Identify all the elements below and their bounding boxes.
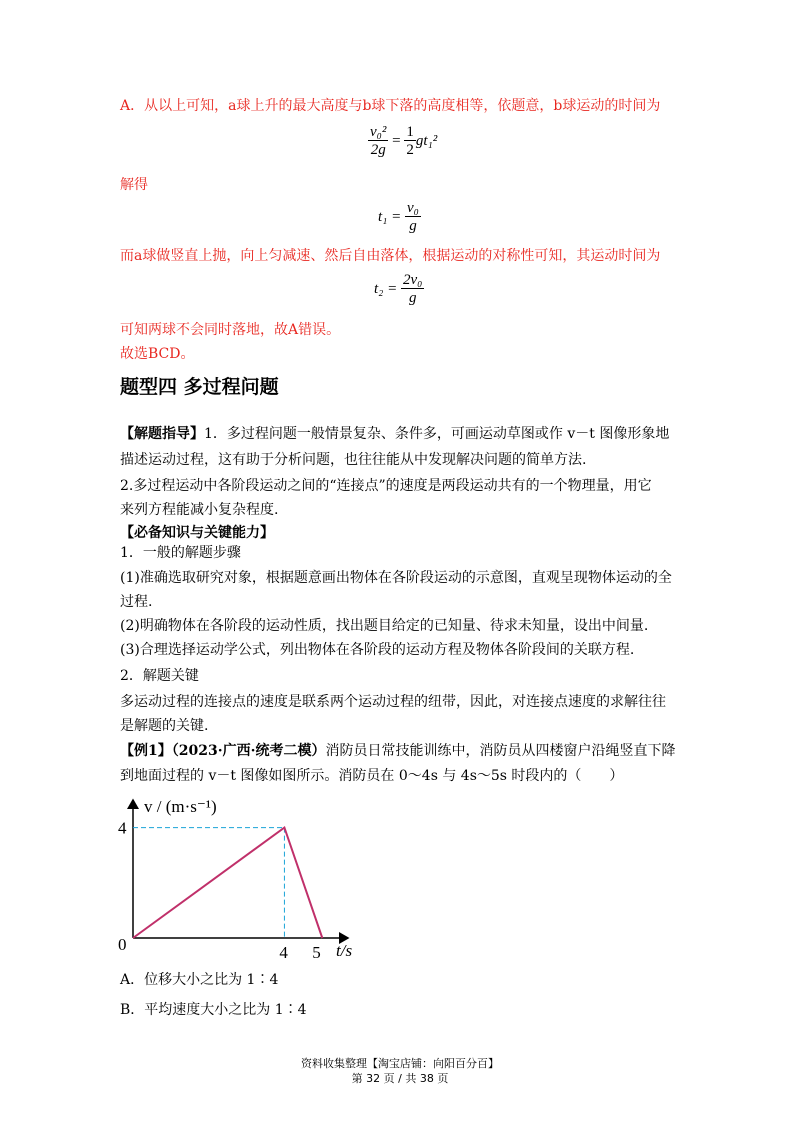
- example-source: （2023·广西·统考二模）: [171, 743, 326, 759]
- example-label: 【例1】: [120, 743, 172, 759]
- knowledge-item-2a: 多运动过程的连接点的速度是联系两个运动过程的纽带，因此，对连接点速度的求解往往: [120, 694, 666, 710]
- knowledge-item-2b: 是解题的关键.: [120, 718, 209, 734]
- equation-2: [378, 200, 421, 235]
- y-tick-label-4: 4: [118, 818, 127, 838]
- eq1-equals: =: [392, 132, 401, 149]
- eq3-left: t₂ =: [374, 280, 398, 297]
- knowledge-item-1-1a: (1)准确选取研究对象，根据题意画出物体在各阶段运动的示意图，直观呈现物体运动的全: [120, 570, 672, 586]
- eq2-num: v₀: [407, 200, 419, 216]
- guide-label: 【解题指导】: [120, 426, 204, 442]
- eq2-den: g: [409, 218, 417, 234]
- knowledge-item-1: 1．一般的解题步骤: [120, 545, 241, 561]
- equation-3: [374, 272, 424, 307]
- x-tick-label-4: 4: [279, 943, 288, 962]
- knowledge-item-1-3: (3)合理选择运动学公式，列出物体在各阶段的运动方程及物体各阶段间的关联方程.: [120, 642, 635, 658]
- page-number: 第 32 页 / 共 38 页: [351, 1072, 449, 1085]
- eq1-left-num: v₀²: [370, 124, 387, 140]
- guide-line-2b: 来列方程能减小复杂程度.: [120, 502, 279, 518]
- x-axis-label: t/s: [336, 941, 353, 960]
- option-b[interactable]: B．平均速度大小之比为 1∶4: [120, 1002, 307, 1018]
- solve-label: 解得: [120, 177, 148, 193]
- velocity-series-line: [133, 828, 322, 938]
- guide-1a-text: 1．多过程问题一般情景复杂、条件多，可画运动草图或作 v－t 图像形象地: [204, 426, 670, 442]
- eq3-den: g: [408, 290, 417, 306]
- eq2-left: t₁ =: [378, 208, 402, 225]
- eq3-num: 2v₀: [403, 272, 423, 288]
- vt-chart: [110, 790, 370, 970]
- guide-line-2a: 2.多过程运动中各阶段运动之间的“连接点”的速度是两段运动共有的一个物理量，用它: [120, 478, 652, 494]
- solution-line-d: 故选BCD。: [120, 346, 195, 362]
- eq1-coef-num: 1: [406, 124, 414, 140]
- knowledge-item-2: 2．解题关键: [120, 668, 199, 684]
- footer-source: 资料收集整理【淘宝店铺：向阳百分百】: [301, 1057, 499, 1070]
- example-line-a: [120, 741, 675, 761]
- equation-1: [368, 124, 437, 159]
- knowledge-label: 【必备知识与关键能力】: [120, 525, 274, 541]
- option-a[interactable]: A．位移大小之比为 1∶4: [120, 972, 279, 988]
- guide-line-1b: 描述运动过程，这有助于分析问题，也往往能从中发现解决问题的简单方法.: [120, 452, 587, 468]
- example-text-a: 消防员日常技能训练中，消防员从四楼窗户沿绳竖直下降: [325, 743, 676, 759]
- knowledge-item-1-2: (2)明确物体在各阶段的运动性质，找出题目给定的已知量、待求未知量，设出中间量.: [120, 618, 649, 634]
- solution-line-b: 而a球做竖直上抛，向上匀减速、然后自由落体，根据运动的对称性可知，其运动时间为: [120, 248, 661, 264]
- guide-line-1a: [120, 424, 669, 444]
- x-tick-label-5: 5: [312, 943, 321, 962]
- y-axis-label: v / (m·s⁻¹): [144, 797, 217, 816]
- eq1-rest: gt₁²: [415, 132, 438, 149]
- solution-line-c: 可知两球不会同时落地，故A错误。: [120, 322, 341, 338]
- origin-tick-label: 0: [118, 935, 127, 954]
- eq1-left-den: 2g: [370, 142, 386, 158]
- example-line-b: 到地面过程的 v－t 图像如图所示。消防员在 0～4s 与 4s～5s 时段内的（ ）: [120, 768, 624, 784]
- section-title: 题型四 多过程问题: [120, 376, 279, 398]
- knowledge-item-1-1b: 过程.: [120, 594, 153, 610]
- solution-line-a: A．从以上可知，a球上升的最大高度与b球下落的高度相等，依题意，b球运动的时间为: [120, 98, 661, 114]
- eq1-coef-den: 2: [406, 142, 414, 158]
